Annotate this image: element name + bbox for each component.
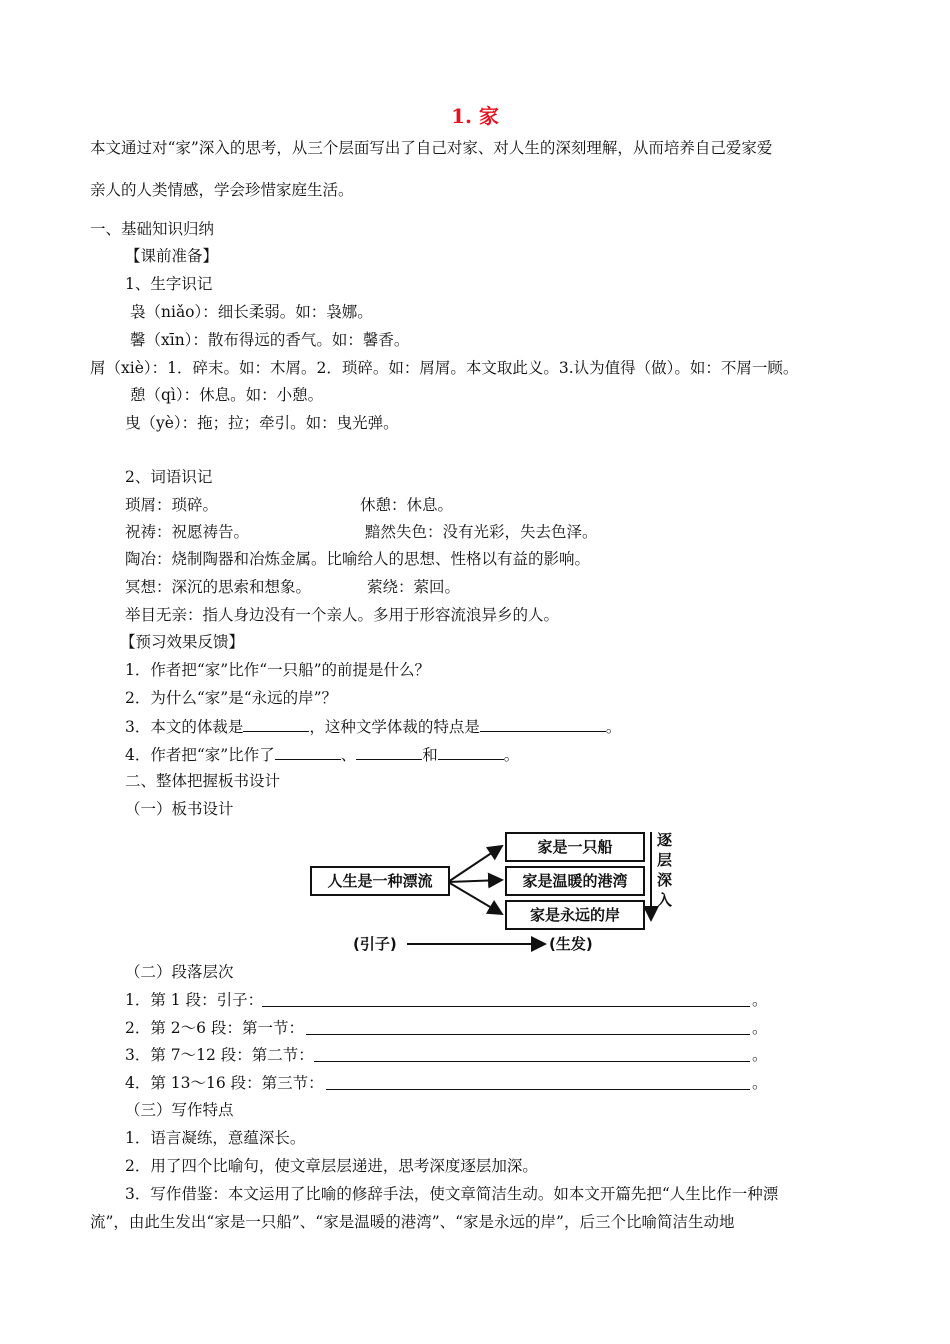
paragraph-level-2: 2．第 2～6 段：第一节： <box>125 1019 304 1037</box>
question-2: 2．为什么“家”是“永远的岸”？ <box>125 689 338 707</box>
char-item: 屑（xiè）：1．碎末。如：木屑。2．琐碎。如：屑屑。本文取此义。3.认为值得（做）。如：不屑一顾。 <box>90 359 799 377</box>
answer-line[interactable] <box>314 1061 750 1062</box>
period: 。 <box>752 1046 768 1064</box>
feature-item: 1．语言凝练，意蕴深长。 <box>125 1129 306 1147</box>
paragraph-level-1: 1．第 1 段：引子： <box>125 991 264 1009</box>
answer-blank[interactable] <box>480 716 606 732</box>
answer-blank[interactable] <box>356 744 422 760</box>
answer-blank[interactable] <box>243 716 309 732</box>
sub-heading-2: （二）段落层次 <box>125 963 234 981</box>
word-item: 祝祷：祝愿祷告。 <box>125 523 250 541</box>
prep-heading: 【课前准备】 <box>125 247 219 265</box>
word-item: 陶冶：烧制陶器和冶炼金属。比喻给人的思想、性格以有益的影响。 <box>125 550 591 568</box>
feedback-heading: 【预习效果反馈】 <box>120 633 245 651</box>
arrow-to-shore <box>448 882 502 914</box>
diagram-box-harbor: 家是温暖的港湾 <box>505 866 645 896</box>
word-item: 萦绕：萦回。 <box>367 578 461 596</box>
answer-line[interactable] <box>326 1089 750 1090</box>
answer-blank[interactable] <box>275 744 341 760</box>
section-2-heading: 二、整体把握板书设计 <box>125 772 281 790</box>
question-1: 1．作者把“家”比作“一只船”的前提是什么？ <box>125 661 431 679</box>
board-diagram <box>305 826 685 956</box>
diagram-box-boat: 家是一只船 <box>505 832 645 862</box>
char-item: 馨（xīn）：散布得远的香气。如：馨香。 <box>130 331 410 349</box>
diagram-label-intro: (引子) <box>353 935 397 953</box>
char-item: 憩（qì）：休息。如：小憩。 <box>130 386 324 404</box>
chars-heading: 1、生字识记 <box>125 275 213 293</box>
char-item: 袅（niǎo）：细长柔弱。如：袅娜。 <box>130 303 373 321</box>
answer-blank[interactable] <box>438 744 504 760</box>
feature-item: 3．写作借鉴：本文运用了比喻的修辞手法，使文章简洁生动。如本文开篇先把“人生比作一种漂 <box>125 1185 779 1203</box>
diagram-box-life: 人生是一种漂流 <box>310 866 450 896</box>
page-title: 1. 家 <box>451 104 499 128</box>
sub-heading-1: （一）板书设计 <box>125 800 234 818</box>
answer-line[interactable] <box>306 1034 750 1035</box>
paragraph-level-3: 3．第 7～12 段：第二节： <box>125 1046 314 1064</box>
question-3: 3．本文的体裁是 ，这种文学体裁的特点是 。 <box>125 718 622 736</box>
sub-heading-3: （三）写作特点 <box>125 1101 234 1119</box>
words-heading: 2、词语识记 <box>125 468 213 486</box>
section-1-heading: 一、基础知识归纳 <box>90 220 215 238</box>
answer-line[interactable] <box>262 1006 750 1007</box>
word-item: 琐屑：琐碎。 <box>125 496 219 514</box>
period: 。 <box>752 991 768 1009</box>
feature-item: 2．用了四个比喻句，使文章层层递进，思考深度逐层加深。 <box>125 1157 538 1175</box>
word-item: 冥想：深沉的思索和想象。 <box>125 578 312 596</box>
arrow-to-harbor <box>448 880 502 882</box>
diagram-box-shore: 家是永远的岸 <box>505 900 645 930</box>
arrow-to-boat <box>448 846 502 882</box>
diagram-vertical-label: 逐 层 深 入 <box>657 831 673 909</box>
diagram-label-develop: (生发) <box>549 935 593 953</box>
word-item: 举目无亲：指人身边没有一个亲人。多用于形容流浪异乡的人。 <box>125 606 560 624</box>
paragraph-level-4: 4．第 13～16 段：第三节： <box>125 1074 324 1092</box>
feature-item: 流”，由此生发出“家是一只船”、“家是温暖的港湾”、“家是永远的岸”，后三个比喻简洁生动地 <box>90 1213 735 1231</box>
period: 。 <box>752 1019 768 1037</box>
word-item: 休憩：休息。 <box>360 496 454 514</box>
period: 。 <box>752 1074 768 1092</box>
char-item: 曳（yè）：拖；拉；牵引。如：曳光弹。 <box>125 414 399 432</box>
intro-line-1: 本文通过对“家”深入的思考，从三个层面写出了自己对家、对人生的深刻理解，从而培养自己爱家爱 <box>90 139 773 157</box>
intro-line-2: 亲人的人类情感，学会珍惜家庭生活。 <box>90 181 354 199</box>
word-item: 黯然失色：没有光彩，失去色泽。 <box>365 523 598 541</box>
question-4: 4．作者把“家”比作了 、 和 。 <box>125 746 520 764</box>
